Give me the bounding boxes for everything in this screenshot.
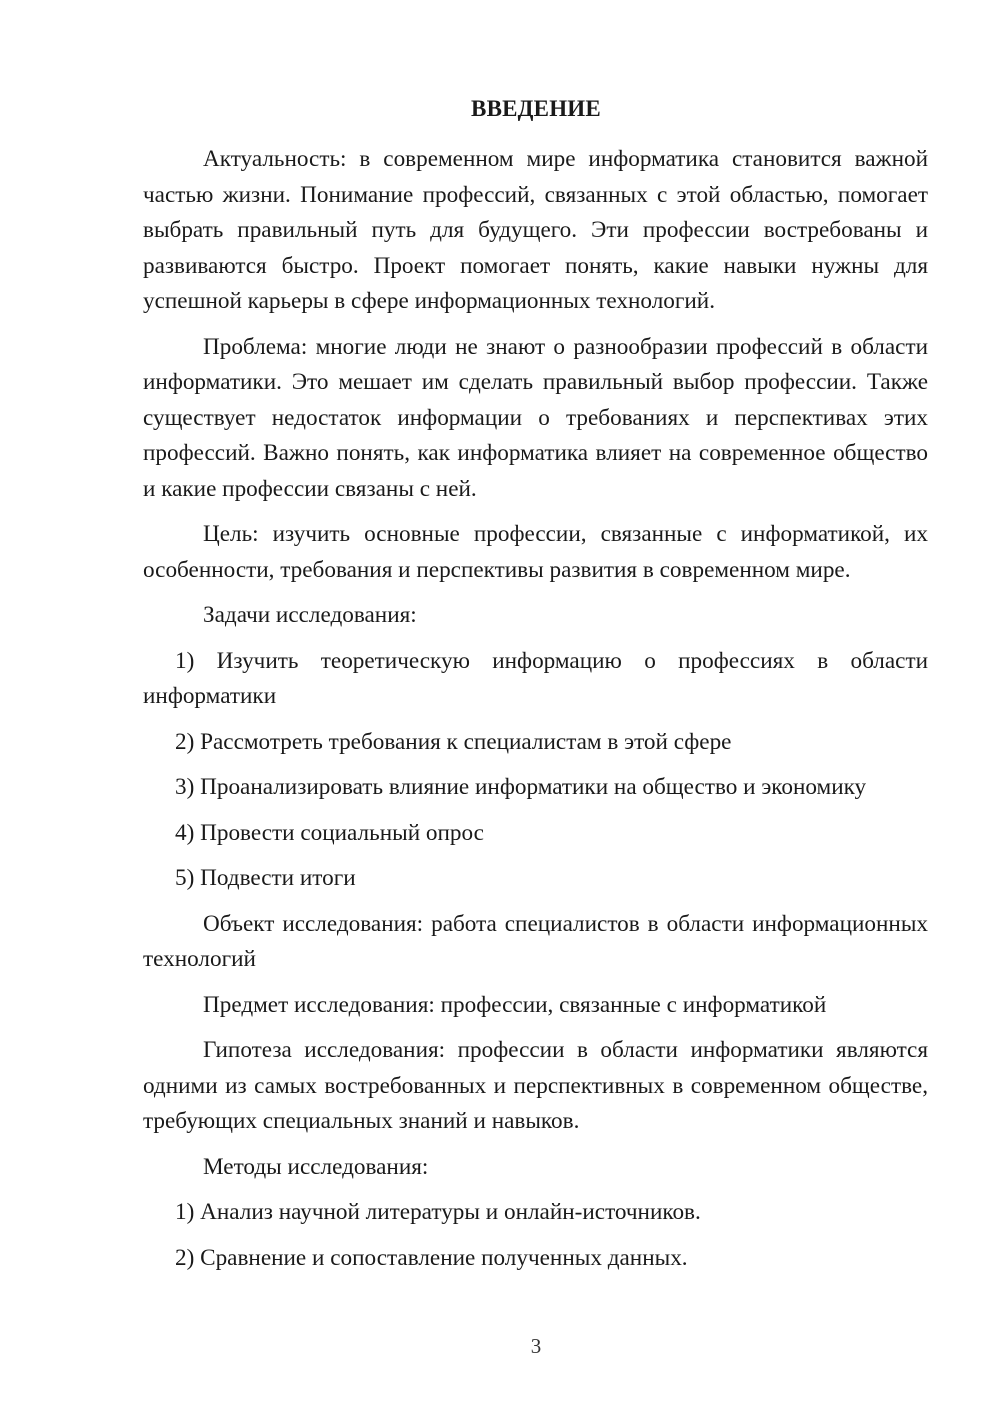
paragraph-subject: Предмет исследования: профессии, связанные с информатикой: [203, 991, 827, 1018]
paragraph-relevance: Актуальность: в современном мире информатика становится важной частью жизни. Понимание профессий, связанных с этой областью, помогает выбрать правильный путь для будущего. Эти профессии востребованы и развиваются быстро. Проект помогает понять, какие навыки нужны для успешной карьеры в сфере информационных технологий.: [143, 146, 928, 314]
task-item-3: 3) Проанализировать влияние информатики на общество и экономику: [175, 774, 867, 800]
page-number: 3: [530, 1334, 542, 1358]
task-item-4: 4) Провести социальный опрос: [175, 819, 484, 846]
tasks-heading: Задачи исследования:: [203, 602, 417, 628]
task-item-1: 1) Изучить теоретическую информацию о профессиях в области информатики: [143, 647, 928, 709]
paragraph-goal: Цель: изучить основные профессии, связанные с информатикой, их особенности, требования и перспективы развития в современном мире.: [143, 521, 928, 583]
method-item-1: 1) Анализ научной литературы и онлайн-источников.: [175, 1199, 701, 1225]
task-item-2: 2) Рассмотреть требования к специалистам в этой сфере: [175, 728, 732, 755]
task-item-5: 5) Подвести итоги: [175, 865, 356, 891]
methods-heading: Методы исследования:: [203, 1153, 429, 1180]
paragraph-problem: Проблема: многие люди не знают о разнообразии профессий в области информатики. Это мешает им сделать правильный выбор профессии. Также существует недостаток информации о требованиях и перспективах этих профессий. Важно понять, как информатика влияет на современное общество и какие профессии связаны с ней.: [143, 333, 928, 502]
page-title: ВВЕДЕНИЕ: [471, 96, 601, 121]
method-item-2: 2) Сравнение и сопоставление полученных данных.: [175, 1244, 688, 1271]
paragraph-hypothesis: Гипотеза исследования: профессии в области информатики являются одними из самых востребованных и перспективных в современном обществе, требующих специальных знаний и навыков.: [143, 1037, 928, 1134]
document-body: [143, 142, 928, 1286]
paragraph-object: Объект исследования: работа специалистов в области информационных технологий: [143, 910, 928, 972]
